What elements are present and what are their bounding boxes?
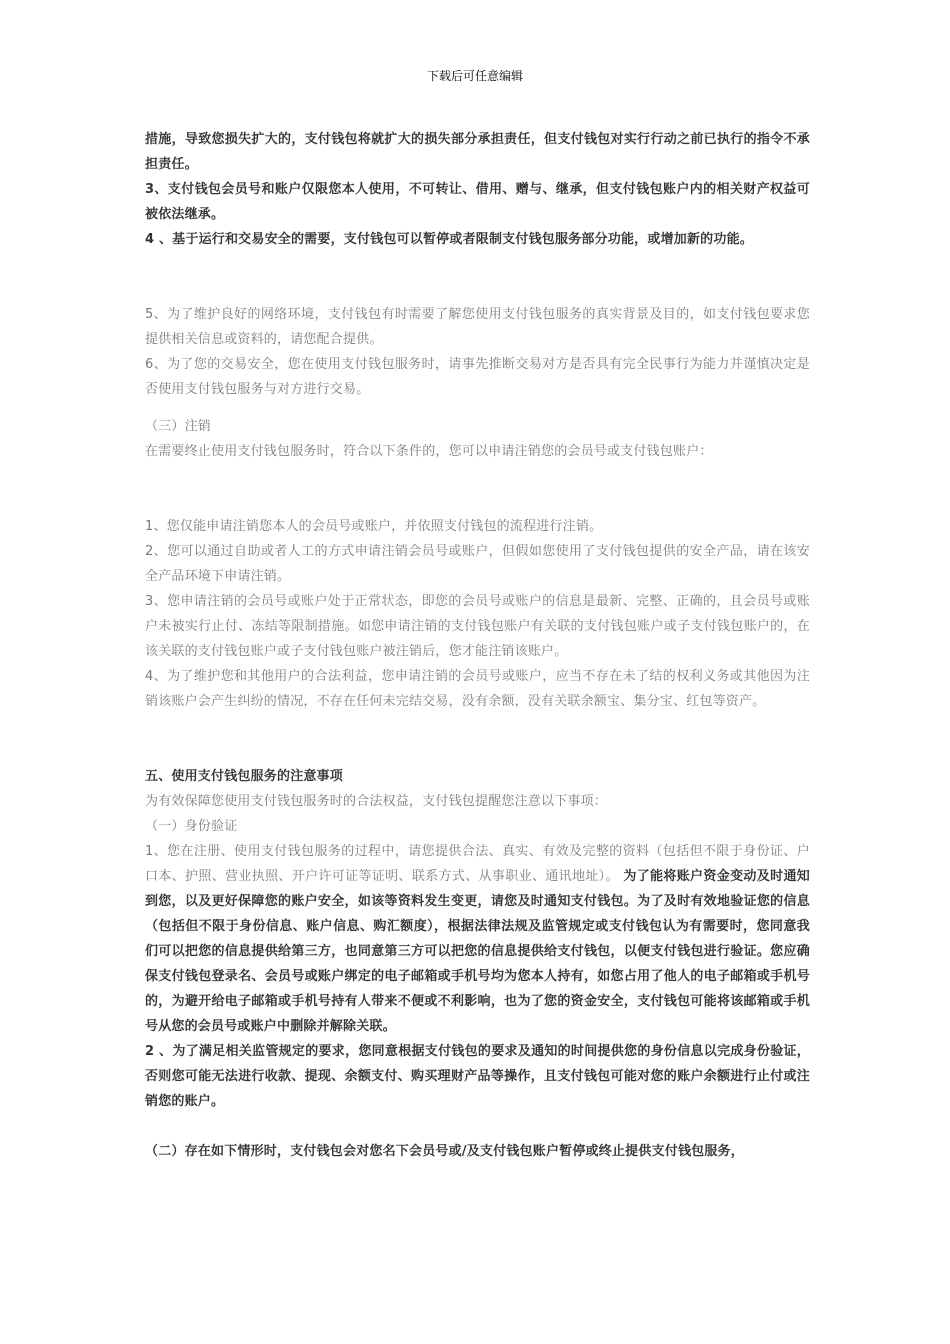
paragraph-item-5: 5、为了维护良好的网络环境，支付钱包有时需要了解您使用支付钱包服务的真实背景及目的，如支付钱包要求您提供相关信息或资料的，请您配合提供。 <box>145 307 810 347</box>
spacer <box>145 402 810 414</box>
section-five-intro: 为有效保障您使用支付钱包服务时的合法权益，支付钱包提醒您注意以下事项： <box>145 794 608 809</box>
spacer <box>145 464 810 514</box>
paragraph-item-6: 6、为了您的交易安全，您在使用支付钱包服务时，请事先推断交易对方是否具有完全民事行为能力并谨慎决定是否使用支付钱包服务与对方进行交易。 <box>145 357 810 397</box>
page-header-note: 下载后可任意编辑 <box>426 69 523 83</box>
spacer <box>145 1114 810 1139</box>
cancel-item-3: 3、您申请注销的会员号或账户处于正常状态，即您的会员号或账户的信息是最新、完整、正确的，且会员号或账户未被实行止付、冻结等限制措施。如您申请注销的支付钱包账户有关联的支付钱包账户或子支付钱包账户的，在该关联的支付钱包账户或子支付钱包账户被注销后，您才能注销该账户。 <box>145 594 810 659</box>
identity-item-2: 2 、为了满足相关监管规定的要求，您同意根据支付钱包的要求及通知的时间提供您的身份信息以完成身份验证，否则您可能无法进行收款、提现、余额支付、购买理财产品等操作，且支付钱包可能对您的账户余额进行止付或注销您的账户。 <box>145 1044 810 1109</box>
cancel-heading: （三）注销 <box>145 419 212 434</box>
paragraph-item-3: 3、支付钱包会员号和账户仅限您本人使用，不可转让、借用、赠与、继承，但支付钱包账户内的相关财产权益可被依法继承。 <box>145 182 810 222</box>
identity-item-1 <box>145 839 810 1039</box>
paragraph-item-4: 4 、基于运行和交易安全的需要，支付钱包可以暂停或者限制支付钱包服务部分功能，或增加新的功能。 <box>145 232 753 247</box>
spacer <box>145 714 810 764</box>
suspension-heading: （二）存在如下情形时，支付钱包会对您名下会员号或/及支付钱包账户暂停或终止提供支付钱包服务， <box>145 1144 744 1159</box>
identity-verification-heading: （一）身份验证 <box>145 819 238 834</box>
spacer <box>145 252 810 302</box>
cancel-item-4: 4、为了维护您和其他用户的合法利益，您申请注销的会员号或账户，应当不存在未了结的权利义务或其他因为注销该账户会产生纠纷的情况，不存在任何未完结交易，没有余额，没有关联余额宝、集分宝、红包等资产。 <box>145 669 810 709</box>
identity-item-1-light-text: 1、您在注册、使用支付钱包服务的过程中，请您提供合法、真实、有效及完整的资料（包括但不限于身份证、户口本、护照、营业执照、开户许可证等证明、联系方式、从事职业、通讯地址）。 <box>145 844 810 884</box>
cancel-intro: 在需要终止使用支付钱包服务时，符合以下条件的，您可以申请注销您的会员号或支付钱包账户： <box>145 444 713 459</box>
section-five-heading: 五、使用支付钱包服务的注意事项 <box>145 769 344 784</box>
identity-item-1-bold-text: 为了能将账户资金变动及时通知到您，以及更好保障您的账户安全，如该等资料发生变更，请您及时通知支付钱包。为了及时有效地验证您的信息（包括但不限于身份信息、账户信息、购汇额度），根据法律法规及监管规定或支付钱包认为有需要时，您同意我们可以把您的信息提供给第三方，也同意第三方可以把您的信息提供给支付钱包，以便支付钱包进行验证。您应确保支付钱包登录名、会员号或账户绑定的电子邮箱或手机号均为您本人持有，如您占用了他人的电子邮箱或手机号的，为避开给电子邮箱或手机号持有人带来不便或不利影响，也为了您的资金安全，支付钱包可能将该邮箱或手机号从您的会员号或账户中删除并解除关联。 <box>145 869 810 1034</box>
document-body <box>145 127 810 1164</box>
paragraph-measures: 措施，导致您损失扩大的，支付钱包将就扩大的损失部分承担责任，但支付钱包对实行行动之前已执行的指令不承担责任。 <box>145 132 810 172</box>
cancel-item-1: 1、您仅能申请注销您本人的会员号或账户，并依照支付钱包的流程进行注销。 <box>145 519 603 534</box>
cancel-item-2: 2、您可以通过自助或者人工的方式申请注销会员号或账户，但假如您使用了支付钱包提供的安全产品，请在该安全产品环境下申请注销。 <box>145 544 810 584</box>
